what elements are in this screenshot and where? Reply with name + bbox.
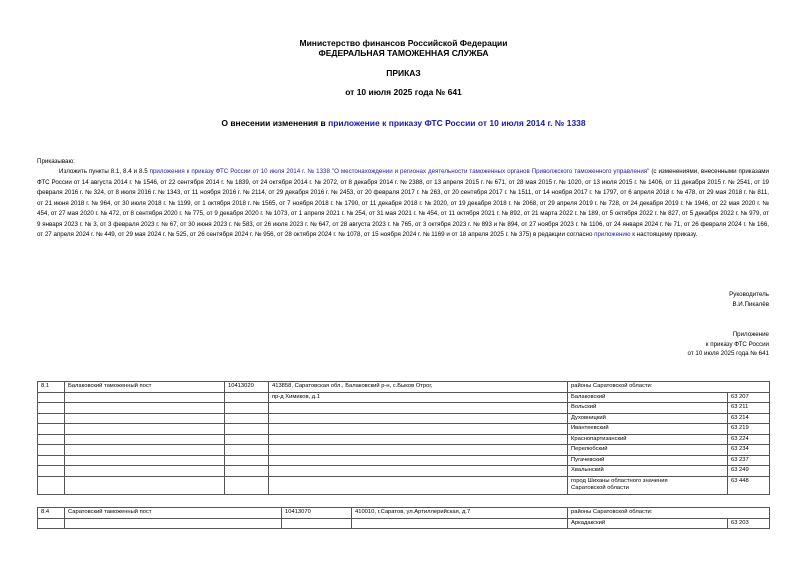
order-intro: Приказываю: bbox=[37, 158, 75, 165]
annex-link[interactable]: приложению bbox=[594, 231, 631, 238]
region-header: районы Саратовской области: bbox=[568, 508, 770, 519]
district-code: 63 211 bbox=[728, 403, 770, 414]
annex-title: Приложение bbox=[732, 331, 769, 338]
city-code: 63 448 bbox=[728, 476, 770, 494]
district-code: 63 207 bbox=[728, 392, 770, 403]
district-code: 63 237 bbox=[728, 455, 770, 466]
customs-table-1 bbox=[37, 381, 770, 495]
title-link[interactable]: приложение к приказу ФТС России от 10 июля 2014 г. № 1338 bbox=[328, 118, 586, 128]
post-address-2: пр-д Химиков, д.1 bbox=[269, 392, 568, 403]
district-code: 63 214 bbox=[728, 413, 770, 424]
title-prefix: О внесении изменения в bbox=[221, 118, 329, 128]
doc-type: ПРИКАЗ bbox=[386, 68, 421, 78]
row-number: 8.4 bbox=[38, 508, 65, 519]
table-row bbox=[38, 508, 770, 519]
district-name: Пугачевский bbox=[568, 455, 728, 466]
table-row bbox=[38, 392, 770, 403]
district-code: 63 203 bbox=[728, 518, 770, 529]
post-name: Балаковский таможенный пост bbox=[65, 382, 225, 393]
city-line-2: Саратовской области bbox=[571, 485, 629, 491]
table-row bbox=[38, 424, 770, 435]
annex-ref: к приказу ФТС России bbox=[705, 340, 769, 348]
signature-block bbox=[729, 290, 769, 309]
table-row bbox=[38, 434, 770, 445]
row-number: 8.1 bbox=[38, 382, 65, 393]
paragraph-end: к настоящему приказу. bbox=[630, 231, 698, 238]
customs-table-2 bbox=[37, 507, 770, 529]
district-code: 63 219 bbox=[728, 424, 770, 435]
order-paragraph bbox=[37, 167, 769, 241]
post-code: 10413020 bbox=[225, 382, 269, 393]
district-code: 63 224 bbox=[728, 434, 770, 445]
annex-date: от 10 июля 2025 года № 641 bbox=[687, 350, 769, 357]
district-name: Духовницкий bbox=[568, 413, 728, 424]
district-name: Хвалынский bbox=[568, 466, 728, 477]
post-address: 413858, Саратовская обл., Балаковский р-н, с.Быков Отрог, bbox=[269, 382, 568, 393]
doc-date: от 10 июля 2025 года № 641 bbox=[345, 87, 462, 97]
table-row bbox=[38, 413, 770, 424]
district-code: 63 234 bbox=[728, 445, 770, 456]
table-row bbox=[38, 445, 770, 456]
district-code: 63 249 bbox=[728, 466, 770, 477]
table-row bbox=[38, 455, 770, 466]
region-header: районы Саратовской области: bbox=[568, 382, 770, 393]
district-name: Краснопартизанский bbox=[568, 434, 728, 445]
table-row bbox=[38, 476, 770, 494]
city-name bbox=[568, 476, 728, 494]
table-row bbox=[38, 382, 770, 393]
district-name: Балаковский bbox=[568, 392, 728, 403]
district-name: Аркадакский bbox=[568, 518, 728, 529]
district-name: Вольский bbox=[568, 403, 728, 414]
district-name: Ивантеевский bbox=[568, 424, 728, 435]
annex-block bbox=[688, 330, 769, 359]
doc-title bbox=[0, 118, 807, 128]
paragraph-start: Изложить пункты 8.1, 8.4 и 8.5 bbox=[59, 168, 150, 175]
post-code: 10413070 bbox=[282, 508, 352, 519]
signature-role: Руководитель bbox=[729, 291, 769, 298]
post-address: 410010, г.Саратов, ул.Артиллерийская, д.7 bbox=[352, 508, 568, 519]
order-link[interactable]: приложения к приказу ФТС России от 10 июля 2014 г. № 1338 "О местонахождении и регионах деятельности таможенных органов Приволжского таможенного управления" bbox=[149, 168, 650, 175]
district-name: Перелюбский bbox=[568, 445, 728, 456]
ministry-name: Министерство финансов Российской Федерации bbox=[299, 38, 508, 48]
service-name: ФЕДЕРАЛЬНАЯ ТАМОЖЕННАЯ СЛУЖБА bbox=[318, 48, 489, 58]
city-line-1: город Шиханы областного значения bbox=[571, 477, 668, 484]
paragraph-middle: (с изменениями, внесенными приказами ФТС России от 14 августа 2014 г. № 1546, от 22 сентября 2014 г. № 1839, от 24 октября 2014 г. № 2072, от 8 декабря 2014 г. № 2388, от 13 апреля 2015 г. № 671, от 28 мая 2015 г. № 1020, от 13 июля 2015 г. № 1406, от 11 декабря 2015 г. № 2541, от 19 февраля 2016 г. № 324, от 8 июля 2016 г. № 1343, от 11 ноября 2016 г. № 2114, от 29 декабря 2016 г. № 2453, от 20 февраля 2017 г. № 263, от 20 сентября 2017 г. № 1511, от 14 ноября 2017 г. № 1797, от 6 апреля 2018 г. № 478, от 29 мая 2018 г. № 811, от 21 июня 2018 г. № 964, от 30 июля 2018 г. № 1199, от 1 октября 2018 г. № 1565, от 7 ноября 2018 г. № 1790, от 11 декабря 2018 г. № 2020, от 19 декабря 2018 г. № 2068, от 29 апреля 2019 г. № 728, от 24 декабря 2019 г. № 1946, от 22 мая 2020 г. № 454, от 27 мая 2020 г. № 472, от 8 сентября 2020 г. № 775, от 9 декабря 2020 г. № 1073, от 1 апреля 2021 г. № 254, от 31 мая 2021 г. № 454, от 11 октября 2021 г. № 892, от 21 марта 2022 г. № 189, от 5 октября 2022 г. № 827, от 5 декабря 2022 г. № 979, от 9 января 2023 г. № 3, от 3 февраля 2023 г. № 67, от 30 июня 2023 г. № 583, от 26 июля 2023 г. № 647, от 28 августа 2023 г. № 765, от 3 октября 2023 г. № 893 и № 894, от 27 ноября 2023 г. № 1106, от 24 января 2024 г. № 71, от 26 февраля 2024 г. № 166, от 27 апреля 2024 г. № 449, от 29 мая 2024 г. № 525, от 26 сентября 2024 г. № 956, от 28 октября 2024 г. № 1078, от 15 ноября 2024 г. № 1169 и от 18 апреля 2025 г. № 375) в редакции согласно bbox=[37, 168, 769, 238]
table-row bbox=[38, 466, 770, 477]
table-row bbox=[38, 518, 770, 529]
signature-name: В.И.Пикалёв bbox=[732, 300, 769, 308]
post-name: Саратовский таможенный пост bbox=[65, 508, 282, 519]
table-row bbox=[38, 403, 770, 414]
